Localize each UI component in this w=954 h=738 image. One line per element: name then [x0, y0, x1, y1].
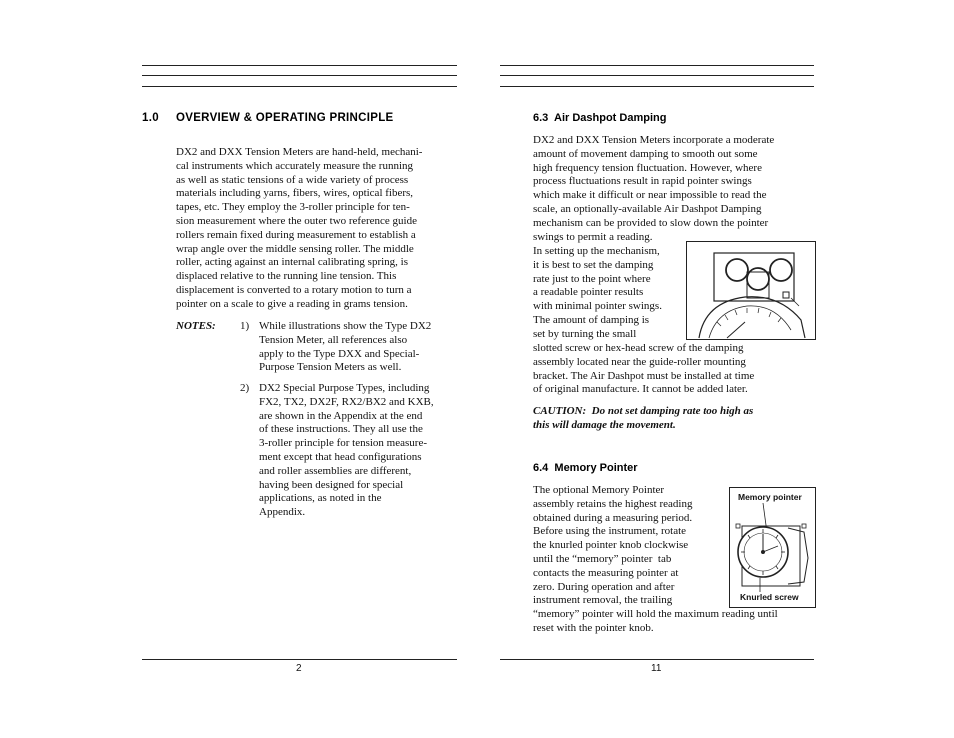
paragraph-line: pointer on a scale to give a reading in grams tension.	[176, 297, 408, 310]
paragraph-line: DX2 and DXX Tension Meters incorporate a moderate	[533, 134, 775, 146]
note-line: of these instructions. They all use the	[259, 423, 423, 436]
paragraph-line: assembly retains the highest reading	[533, 497, 693, 510]
section-6-4-wrap-paragraph	[533, 484, 692, 608]
caution-line: this will damage the movement.	[533, 418, 676, 431]
paragraph-line: which make it difficult or near impossible to read the	[533, 189, 767, 202]
paragraph-line: process fluctuations result in rapid pointer swings	[533, 175, 752, 188]
note-line: having been designed for special	[259, 478, 404, 491]
caution-note	[533, 405, 753, 433]
section-6-4-bottom-paragraph	[533, 608, 778, 636]
paragraph-line: The optional Memory Pointer	[533, 484, 665, 496]
paragraph-line: cal instruments which accurately measure the running	[176, 159, 414, 172]
right-top-rule-1	[500, 65, 814, 66]
notes-label: NOTES:	[176, 320, 216, 332]
memory-pointer-label: Memory pointer	[738, 492, 802, 502]
paragraph-line: of original manufacture. It cannot be added later.	[533, 383, 748, 396]
paragraph-line: sion measurement where the outer two reference guide	[176, 214, 417, 227]
paragraph-line: amount of movement damping to smooth out some	[533, 147, 758, 160]
memory-pointer-figure	[729, 487, 816, 608]
knurled-screw-label: Knurled screw	[740, 592, 799, 602]
paragraph-line: instrument removal, the trailing	[533, 594, 673, 607]
note-line: FX2, TX2, DX2F, RX2/BX2 and KXB,	[259, 395, 434, 408]
right-top-rule-3	[500, 86, 814, 87]
air-dashpot-figure	[686, 241, 816, 340]
paragraph-line: wrap angle over the middle sensing roller. The middle	[176, 242, 414, 255]
section-title: OVERVIEW & OPERATING PRINCIPLE	[176, 112, 394, 124]
note-line: While illustrations show the Type DX2	[259, 320, 432, 332]
paragraph-line: obtained during a measuring period.	[533, 511, 693, 524]
left-top-rule-2	[142, 75, 457, 76]
paragraph-line: it is best to set the damping	[533, 258, 654, 271]
paragraph-line: scale, an optionally-available Air Dashpot Damping	[533, 202, 762, 215]
paragraph-line: reset with the pointer knob.	[533, 621, 654, 634]
paragraph-line: roller, acting against an internal calibrating spring, is	[176, 256, 409, 269]
paragraph-line: rate just to the point where	[533, 272, 651, 285]
paragraph-line: tapes, etc. They employ the 3-roller principle for ten-	[176, 201, 410, 214]
note-line: ment except that head configurations	[259, 450, 422, 463]
left-top-rule-1	[142, 65, 457, 66]
note-line: Purpose Tension Meters as well.	[259, 361, 402, 374]
paragraph-line: rollers remain fixed during measurement to establish a	[176, 228, 416, 241]
note-line: and roller assemblies are different,	[259, 464, 412, 477]
note-1-text	[259, 320, 431, 375]
right-page-number: 11	[651, 663, 662, 674]
section-6-4-title: 6.4 Memory Pointer	[533, 462, 638, 474]
note-2-text	[259, 382, 434, 520]
paragraph-line: until the “memory” pointer tab	[533, 552, 672, 565]
paragraph-line: a readable pointer results	[533, 286, 644, 299]
paragraph-line: assembly located near the guide-roller mounting	[533, 355, 746, 368]
paragraph-line: “memory” pointer will hold the maximum reading until	[533, 608, 778, 620]
caution-line: CAUTION: Do not set damping rate too high as	[533, 405, 754, 417]
note-2-number: 2)	[240, 382, 250, 394]
left-page-number: 2	[296, 663, 302, 674]
section-6-3-top-paragraph	[533, 134, 774, 244]
note-line: DX2 Special Purpose Types, including	[259, 382, 430, 394]
paragraph-line: the knurled pointer knob clockwise	[533, 539, 689, 552]
left-bottom-rule	[142, 659, 457, 660]
paragraph-line: contacts the measuring pointer at	[533, 566, 679, 579]
note-line: Appendix.	[259, 506, 306, 519]
note-line: apply to the Type DXX and Special-	[259, 347, 420, 360]
paragraph-line: materials including yarns, fibers, wires, optical fibers,	[176, 187, 414, 200]
paragraph-line: bracket. The Air Dashpot must be installed at time	[533, 369, 755, 382]
paragraph-line: Before using the instrument, rotate	[533, 525, 687, 538]
paragraph-line: In setting up the mechanism,	[533, 245, 660, 257]
paragraph-line: swings to permit a reading.	[533, 230, 653, 243]
dial-drawing	[730, 488, 815, 607]
note-1-number: 1)	[240, 320, 250, 332]
paragraph-line: set by turning the small	[533, 327, 637, 340]
paragraph-line: displacement is converted to a rotary motion to turn a	[176, 283, 412, 296]
paragraph-line: The amount of damping is	[533, 313, 650, 326]
paragraph-line: DX2 and DXX Tension Meters are hand-held, mechani-	[176, 146, 423, 158]
paragraph-line: slotted screw or hex-head screw of the damping	[533, 342, 744, 354]
tension-meter-head-drawing	[687, 242, 815, 339]
section-number: 1.0	[142, 112, 159, 124]
right-bottom-rule	[500, 659, 814, 660]
section-6-3-title: 6.3 Air Dashpot Damping	[533, 112, 667, 124]
right-top-rule-2	[500, 75, 814, 76]
paragraph-line: high frequency tension fluctuation. However, where	[533, 161, 762, 174]
paragraph-line: displaced relative to the running line tension. This	[176, 270, 397, 283]
note-line: Tension Meter, all references also	[259, 333, 408, 346]
section-6-3-bottom-paragraph	[533, 342, 754, 397]
paragraph-line: zero. During operation and after	[533, 580, 675, 593]
note-line: applications, as noted in the	[259, 492, 382, 505]
paragraph-line: as well as static tensions of a wide variety of process	[176, 173, 409, 186]
paragraph-line: mechanism can be provided to slow down the pointer	[533, 216, 769, 229]
note-line: are shown in the Appendix at the end	[259, 409, 423, 422]
section-6-3-wrap-paragraph	[533, 245, 662, 342]
note-line: 3-roller principle for tension measure-	[259, 437, 427, 450]
left-top-rule-3	[142, 86, 457, 87]
overview-paragraph	[176, 146, 422, 312]
paragraph-line: with minimal pointer swings.	[533, 300, 662, 313]
